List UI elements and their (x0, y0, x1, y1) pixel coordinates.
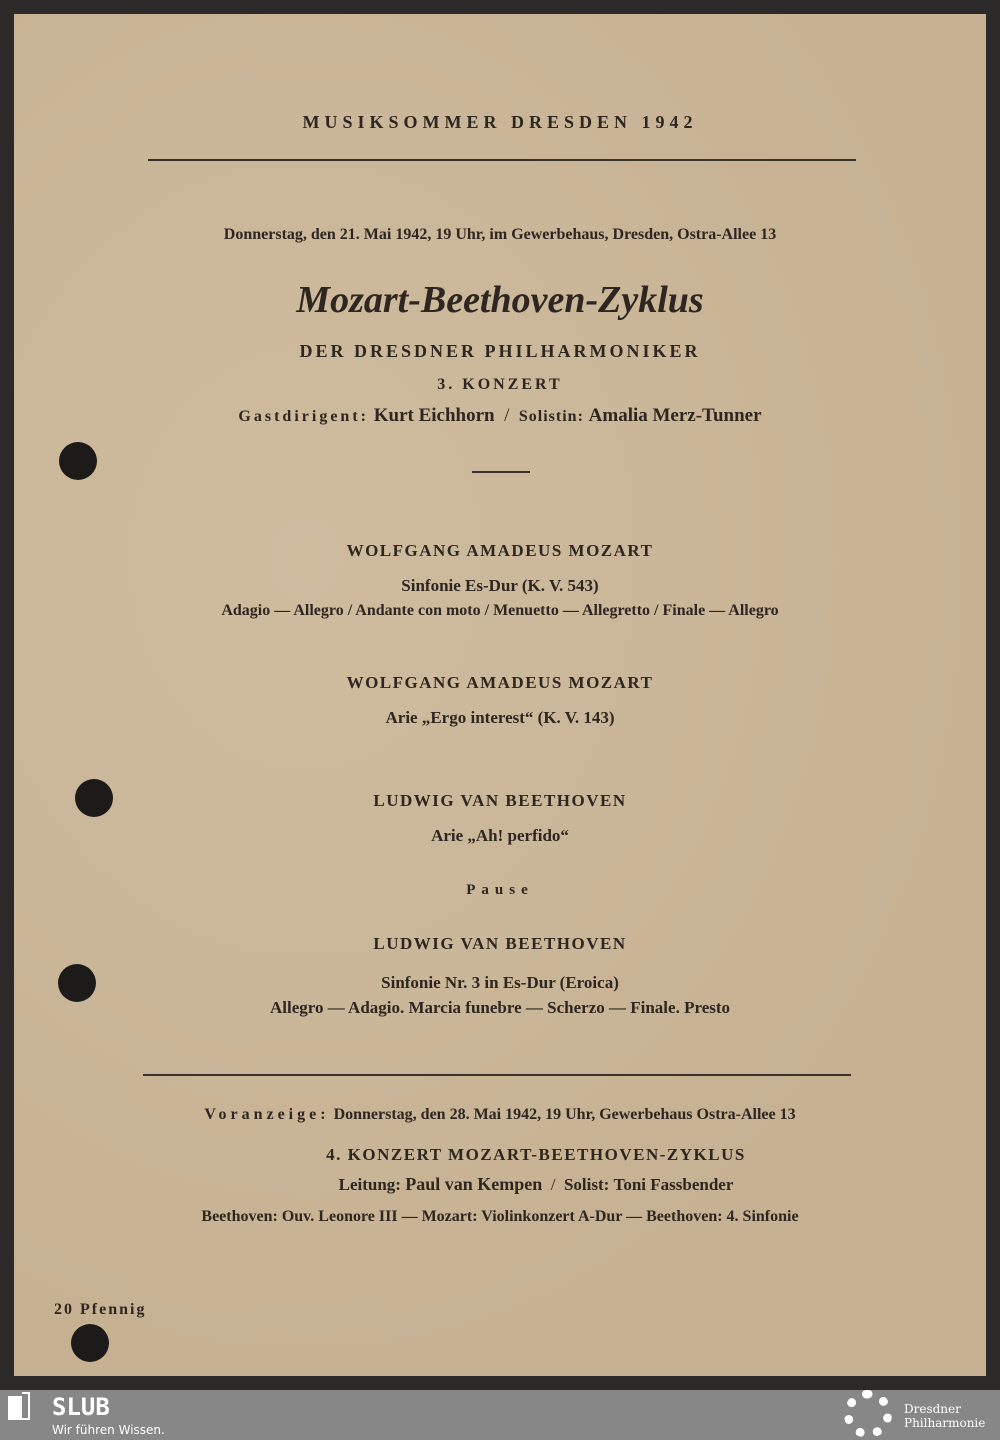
partner-line: Philharmonie (904, 1416, 986, 1430)
performers: Gastdirigent: Kurt Eichhorn / Solistin: Amalia Merz-Tunner (238, 405, 762, 426)
punch-hole (59, 442, 97, 480)
preview-performers: Leitung: Paul van Kempen / Solist: Toni Fassbender (338, 1174, 734, 1194)
movements: Adagio — Allegro / Andante con moto / Menuetto — Allegretto / Finale — Allegro (221, 602, 779, 619)
soloist: Toni Fassbender (613, 1175, 734, 1194)
event-title: Mozart-Beethoven-Zyklus (296, 279, 704, 321)
divider (143, 1074, 851, 1076)
work: Sinfonie Es-Dur (K. V. 543) (401, 576, 599, 595)
footer-bar (0, 1390, 1000, 1440)
short-divider (472, 471, 530, 473)
composer: LUDWIG VAN BEETHOVEN (373, 934, 627, 953)
pause: Pause (466, 882, 534, 898)
slub-tagline: Wir führen Wissen. (52, 1423, 165, 1437)
document-page (14, 14, 986, 1376)
conductor: Kurt Eichhorn (373, 405, 495, 426)
concert-number: 3. KONZERT (437, 376, 563, 393)
composer: WOLFGANG AMADEUS MOZART (346, 673, 654, 692)
soloist-label: Solist: (563, 1175, 610, 1194)
lead-label: Leitung: (338, 1175, 401, 1194)
composer: WOLFGANG AMADEUS MOZART (346, 541, 654, 560)
divider (148, 159, 856, 161)
partner-line: Dresdner (904, 1402, 961, 1416)
partner-name (904, 1402, 985, 1430)
book-icon (8, 1392, 34, 1422)
composer: LUDWIG VAN BEETHOVEN (373, 791, 627, 810)
punch-hole (75, 779, 113, 817)
soloist-label: Solistin: (518, 408, 584, 425)
preview-label: Voranzeige: (204, 1106, 330, 1123)
work: Arie „Ergo interest“ (K. V. 143) (385, 708, 615, 727)
lead: Paul van Kempen (405, 1174, 543, 1194)
philharmonie-logo-icon (844, 1390, 892, 1438)
preview-title: 4. KONZERT MOZART-BEETHOVEN-ZYKLUS (326, 1145, 746, 1164)
slub-logo-text: SLUB (52, 1393, 110, 1421)
event-date: Donnerstag, den 21. Mai 1942, 19 Uhr, im Gewerbehaus, Dresden, Ostra-Allee 13 (223, 226, 777, 243)
preview-date (0, 1106, 1000, 1124)
work: Arie „Ah! perfido“ (431, 826, 569, 845)
punch-hole (58, 964, 96, 1002)
punch-hole (71, 1324, 109, 1362)
movements: Allegro — Adagio. Marcia funebre — Scherzo — Finale. Presto (269, 998, 731, 1017)
soloist: Amalia Merz-Tunner (588, 405, 762, 426)
preview-date-text: Donnerstag, den 28. Mai 1942, 19 Uhr, Gewerbehaus Ostra-Allee 13 (333, 1106, 796, 1123)
work: Sinfonie Nr. 3 in Es-Dur (Eroica) (381, 973, 619, 992)
conductor-label: Gastdirigent: (238, 408, 369, 425)
orchestra: DER DRESDNER PHILHARMONIKER (299, 341, 701, 361)
preview-program: Beethoven: Ouv. Leonore III — Mozart: Violinkonzert A-Dur — Beethoven: 4. Sinfonie (201, 1208, 799, 1225)
festival-header: MUSIKSOMMER DRESDEN 1942 (302, 112, 698, 132)
price: 20 Pfennig (54, 1301, 147, 1318)
